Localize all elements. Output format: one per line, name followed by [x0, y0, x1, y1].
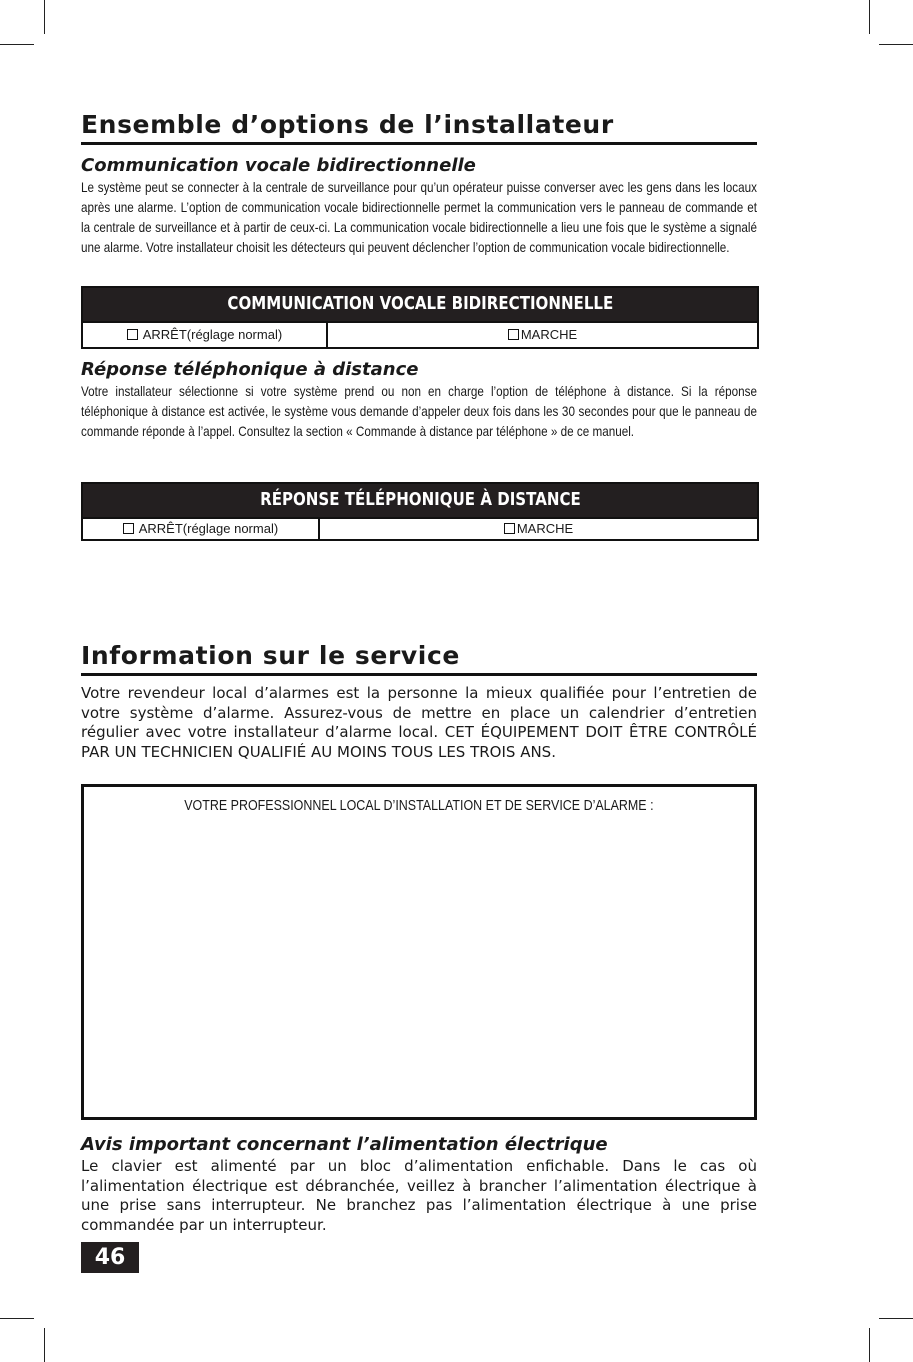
- option-off-label: ARRÊT(réglage normal): [142, 327, 283, 342]
- option-off-label: ARRÊT(réglage normal): [138, 521, 279, 536]
- table-header-text: RÉPONSE TÉLÉPHONIQUE À DISTANCE: [259, 490, 581, 510]
- table-header-text: COMMUNICATION VOCALE BIDIRECTIONNELLE: [227, 294, 613, 314]
- option-off-cell: [83, 519, 320, 539]
- table-row: [83, 321, 757, 347]
- crop-mark: [879, 44, 913, 45]
- option-on-label: MARCHE: [520, 327, 578, 342]
- two-way-voice-paragraph: Le système peut se connecter à la centrale de surveillance pour qu’un opérateur puisse converser avec les gens dans les locaux après une alarme. L’option de communication vocale bidirectionnelle permet la communication vers le panneau de commande et la centrale de surveillance et à partir de ceux-ci. La communication vocale bidirectionnelle a lieu une fois que le système a signalé une alarme. Votre installateur choisit les détecteurs qui peuvent déclencher l’option de communication vocale bidirectionnelle.: [81, 180, 757, 255]
- service-info-title: Information sur le service: [81, 641, 757, 676]
- crop-mark: [879, 1318, 913, 1319]
- two-way-voice-paragraph-wrap: [81, 178, 757, 278]
- checkbox-icon: [508, 329, 519, 340]
- checkbox-icon: [504, 523, 515, 534]
- remote-phone-table: [81, 482, 759, 541]
- service-box-label: VOTRE PROFESSIONNEL LOCAL D’INSTALLATION ET DE SERVICE D’ALARME :: [184, 798, 654, 814]
- remote-phone-paragraph: Votre installateur sélectionne si votre système prend ou non en charge l’option de téléphone à distance. Si la réponse téléphonique à distance est activée, le système vous demande d’appeler deux fois dans les 30 secondes pour que le panneau de commande réponde à l’appel. Consultez la section « Commande à distance par téléphone » de ce manuel.: [81, 384, 757, 439]
- crop-mark: [869, 1328, 870, 1362]
- option-off-cell: [83, 323, 328, 347]
- option-on-cell: [320, 519, 757, 539]
- page-number: 46: [81, 1242, 139, 1273]
- crop-mark: [44, 0, 45, 34]
- spacer: [81, 541, 757, 641]
- two-way-voice-table: [81, 286, 759, 349]
- power-notice-subtitle: Avis important concernant l’alimentation électrique: [81, 1134, 608, 1155]
- service-provider-box: [81, 784, 757, 1120]
- remote-phone-subtitle: Réponse téléphonique à distance: [81, 359, 419, 380]
- option-on-label: MARCHE: [516, 521, 574, 536]
- installer-options-title: Ensemble d’options de l’installateur: [81, 110, 757, 145]
- two-way-voice-subtitle: Communication vocale bidirectionnelle: [81, 155, 476, 176]
- crop-mark: [0, 1318, 34, 1319]
- remote-phone-paragraph-wrap: [81, 382, 757, 474]
- page-content: [81, 110, 757, 1235]
- power-notice-paragraph: Le clavier est alimenté par un bloc d’alimentation enfichable. Dans le cas où l’alimentation électrique est débranchée, veillez à brancher l’alimentation électrique à une prise sans interrupteur. Ne branchez pas l’alimentation électrique à une prise commandée par un interrupteur.: [81, 1157, 757, 1234]
- service-info-paragraph: Votre revendeur local d’alarmes est la personne la mieux qualifiée pour l’entretien de votre système d’alarme. Assurez-vous de mettre en place un calendrier d’entretien régulier avec votre installateur d’alarme local. CET ÉQUIPEMENT DOIT ÊTRE CONTRÔLÉ PAR UN TECHNICIEN QUALIFIÉ AU MOINS TOUS LES TROIS ANS.: [81, 684, 757, 761]
- checkbox-icon: [127, 329, 138, 340]
- table-row: [83, 517, 757, 539]
- crop-mark: [44, 1328, 45, 1362]
- two-way-voice-table-header: [83, 288, 757, 321]
- crop-mark: [0, 44, 34, 45]
- checkbox-icon: [123, 523, 134, 534]
- crop-mark: [869, 0, 870, 34]
- remote-phone-table-header: [83, 484, 757, 517]
- option-on-cell: [328, 323, 757, 347]
